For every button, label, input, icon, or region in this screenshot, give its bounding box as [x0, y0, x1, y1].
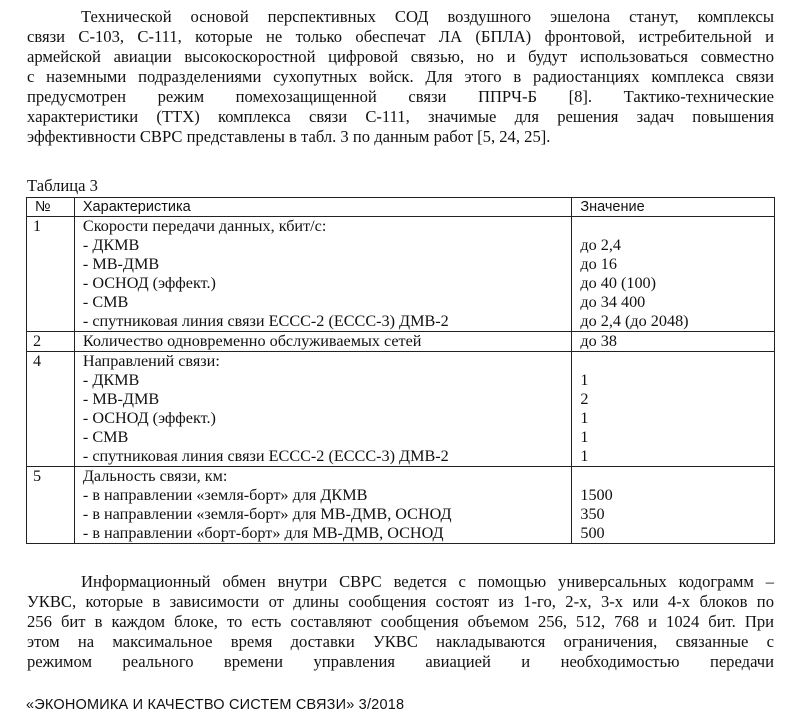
cell-line: [580, 352, 774, 371]
row-value: [572, 352, 775, 467]
row-number: 4: [27, 352, 75, 467]
cell-line: 1: [580, 447, 589, 465]
cell-line: - ОСНОД (эффект.): [82, 409, 216, 427]
cell-line: [580, 467, 774, 486]
cell-line: до 2,4 (до 2048): [580, 312, 689, 330]
row-value: [572, 467, 775, 544]
row-characteristic: [74, 467, 571, 544]
cell-line: до 16: [580, 255, 617, 273]
cell-line: - СМВ: [82, 428, 129, 446]
cell-line: - ОСНОД (эффект.): [82, 274, 216, 292]
table-header-row: [27, 198, 775, 217]
text-line: предусмотрен режим помехозащищенной связи ППРЧ-Б [8]. Тактико-технические: [27, 87, 774, 106]
cell-line: - спутниковая линия связи ЕССС-2 (ЕССС-3) ДМВ-2: [82, 447, 449, 465]
row-number: 5: [27, 467, 75, 544]
cell-line: - в направлении «земля-борт» для ДКМВ: [82, 486, 368, 504]
row-characteristic: [74, 332, 571, 352]
characteristics-table: [26, 197, 775, 544]
text-line: 256 бит в каждом блоке, то есть составляют сообщения объемом 256, 512, 768 и 1024 бит. При: [27, 612, 774, 631]
cell-line: [580, 217, 774, 236]
cell-line: - спутниковая линия связи ЕССС-2 (ЕССС-3) ДМВ-2: [82, 312, 449, 330]
cell-line: до 40 (100): [580, 274, 657, 292]
cell-line: - ДКМВ: [82, 371, 140, 389]
cell-line: до 34 400: [580, 293, 646, 311]
cell-line: Скорости передачи данных, кбит/с:: [82, 217, 327, 235]
header-value: Значение: [572, 198, 775, 217]
intro-paragraph: [27, 7, 774, 147]
cell-line: 500: [580, 524, 605, 542]
cell-line: - МВ-ДМВ: [82, 390, 160, 408]
cell-line: 350: [580, 505, 605, 523]
text-line: режимом реального времени управления авиацией и необходимостью передачи: [27, 652, 774, 671]
table-row: [27, 352, 775, 467]
row-value: [572, 217, 775, 332]
row-number: 1: [27, 217, 75, 332]
journal-footer: «ЭКОНОМИКА И КАЧЕСТВО СИСТЕМ СВЯЗИ» 3/2018: [26, 697, 405, 713]
cell-line: до 38: [580, 332, 617, 350]
cell-line: Количество одновременно обслуживаемых сетей: [82, 332, 422, 350]
text-line: армейской авиации высокоскоростной цифровой связью, но и будут использоваться совместно: [27, 47, 774, 66]
cell-line: 1500: [580, 486, 613, 504]
cell-line: 1: [580, 428, 589, 446]
header-num: №: [27, 198, 75, 217]
row-number: 2: [27, 332, 75, 352]
cell-line: - в направлении «борт-борт» для МВ-ДМВ, ОСНОД: [82, 524, 444, 542]
text-line: УКВС, которые в зависимости от длины сообщения состоят из 1-го, 2-х, 3-х или 4-х блоков по: [27, 592, 774, 611]
cell-line: 2: [580, 390, 589, 408]
table-caption: Таблица 3: [27, 176, 98, 195]
cell-line: до 2,4: [580, 236, 621, 254]
cell-line: 1: [580, 409, 589, 427]
cell-line: - МВ-ДМВ: [82, 255, 160, 273]
table-row: [27, 467, 775, 544]
text-line: с наземными подразделениями сухопутных войск. Для этого в радиостанциях комплекса связи: [27, 67, 774, 86]
cell-line: - в направлении «земля-борт» для МВ-ДМВ, ОСНОД: [82, 505, 452, 523]
text-line: связи С-103, С-111, которые не только обеспечат ЛА (БПЛА) фронтовой, истребительной и: [27, 27, 774, 46]
table-row: [27, 217, 775, 332]
text-line: Информационный обмен внутри СВРС ведется с помощью универсальных кодограмм –: [81, 572, 774, 591]
cell-line: Дальность связи, км:: [82, 467, 228, 485]
cell-line: - ДКМВ: [82, 236, 140, 254]
cell-line: Направлений связи:: [82, 352, 220, 370]
text-line: Технической основой перспективных СОД воздушного эшелона станут, комплексы: [81, 7, 774, 26]
row-characteristic: [74, 217, 571, 332]
row-characteristic: [74, 352, 571, 467]
text-line: характеристики (ТТХ) комплекса связи С-111, значимые для решения задач повышения: [27, 107, 774, 126]
cell-line: 1: [580, 371, 589, 389]
cell-line: - СМВ: [82, 293, 129, 311]
text-line: эффективности СВРС представлены в табл. 3 по данным работ [5, 24, 25].: [27, 127, 551, 146]
header-characteristic: Характеристика: [74, 198, 571, 217]
row-value: [572, 332, 775, 352]
text-line: этом на максимальное время доставки УКВС накладываются ограничения, связанные с: [27, 632, 774, 651]
table-row: [27, 332, 775, 352]
body-paragraph: [27, 572, 774, 672]
